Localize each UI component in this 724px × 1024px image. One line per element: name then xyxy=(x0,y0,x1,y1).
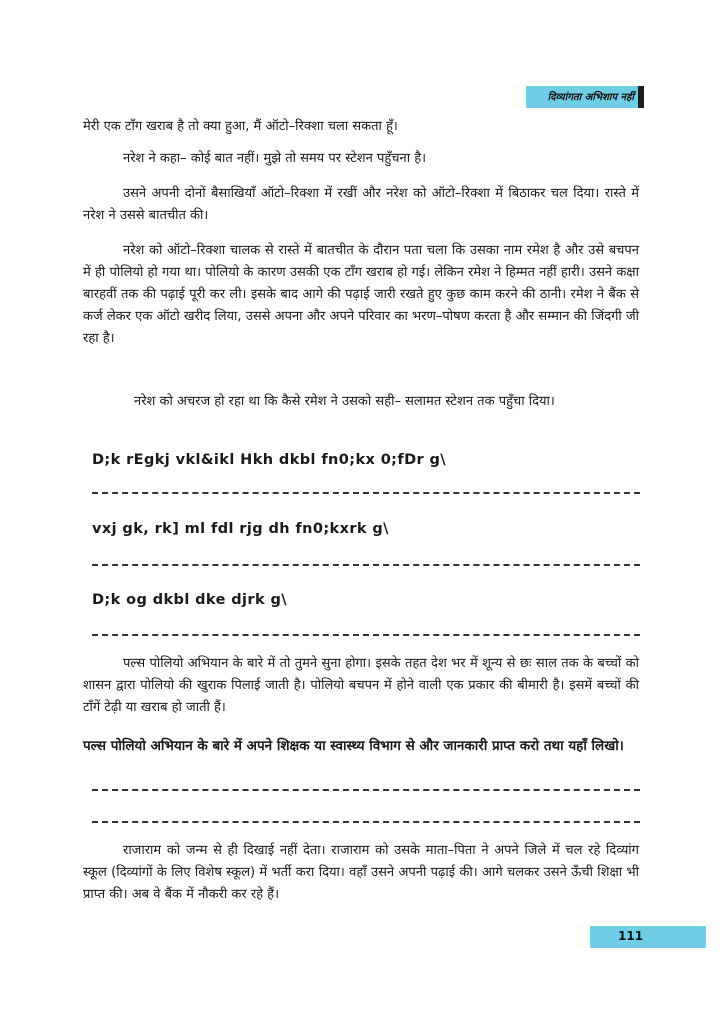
rajaram-paragraph: राजाराम को जन्म से ही दिखाई नहीं देता। राजाराम को उसके माता–पिता ने अपने जिले में चल रहे दिव्यांग स्कूल (दिव्यांगों के लिए विशेष स्कूल) में भर्ती करा दिया। वहाँ उसने अपनी पढ़ाई की। आगे चलकर उसने ऊँची शिक्षा भी प्राप्त की। अब वे बैंक में नौकरी कर रहे हैं। xyxy=(83,843,639,902)
answer-line-5[interactable] xyxy=(92,821,640,823)
instruction-text: पल्स पोलियो अभियान के बारे में अपने शिक्षक या स्वास्थ्य विभाग से और जानकारी प्राप्त करो तथा यहाँ लिखो। xyxy=(83,738,624,754)
answer-line-2[interactable] xyxy=(92,564,640,566)
paragraph-5: नरेश को अचरज हो रहा था कि कैसे रमेश ने उसको सही– सलामत स्टेशन तक पहुँचा दिया। xyxy=(134,394,555,409)
question-1: D;k rEgkj vkl&ikl Hkh dkbl fn0;kx 0;fDr g\ xyxy=(92,452,447,468)
paragraph-1: मेरी एक टाँग खराब है तो क्या हुआ, मैं ऑटो–रिक्शा चला सकता हूँ। xyxy=(83,119,398,134)
chapter-header-tab xyxy=(526,86,644,108)
paragraph-2: नरेश ने कहा– कोई बात नहीं। मुझे तो समय पर स्टेशन पहुँचना है। xyxy=(123,151,427,166)
page-number-tab xyxy=(590,926,706,948)
answer-line-1[interactable] xyxy=(92,492,640,494)
question-2: vxj gk, rk] ml fdl rjg dh fn0;kxrk g\ xyxy=(92,521,389,537)
paragraph-4: नरेश को ऑटो–रिक्शा चालक से रास्ते में बातचीत के दौरान पता चला कि उसका नाम रमेश है और उसे बचपन में ही पोलियो हो गया था। पोलियो के कारण उसकी एक टाँग खराब हो गई। लेकिन रमेश ने हिम्मत नहीं हारी। उसने कक्षा बारहवीं तक की पढ़ाई पूरी कर ली। इसके बाद आगे की पढ़ाई जारी रखते हुए कुछ काम करने की ठानी। रमेश ने बैंक से कर्ज लेकर एक ऑटो खरीद लिया, उससे अपना और अपने परिवार का भरण–पोषण करता है और सम्मान की जिंदगी जी रहा है। xyxy=(83,243,639,346)
question-3: D;k og dkbl dke djrk g\ xyxy=(92,592,287,608)
paragraph-3: उसने अपनी दोनों बैसाखियाँ ऑटो–रिक्शा में रखीं और नरेश को ऑटो–रिक्शा में बिठाकर चल दिया। रास्ते में नरेश ने उससे बातचीत की। xyxy=(83,186,639,223)
answer-line-4[interactable] xyxy=(92,789,640,791)
chapter-title: दिव्यांगता अभिशाप नहीं xyxy=(547,92,634,103)
polio-paragraph: पल्स पोलियो अभियान के बारे में तो तुमने सुना होगा। इसके तहत देश भर में शून्य से छः साल तक के बच्चों को शासन द्वारा पोलियो की खुराक पिलाई जाती है। पोलियो बचपन में होने वाली एक प्रकार की बीमारी है। इसमें बच्चों की टाँगें टेढ़ी या खराब हो जाती हैं। xyxy=(83,656,639,715)
page-number: 111 xyxy=(618,929,644,943)
answer-line-3[interactable] xyxy=(92,634,640,636)
